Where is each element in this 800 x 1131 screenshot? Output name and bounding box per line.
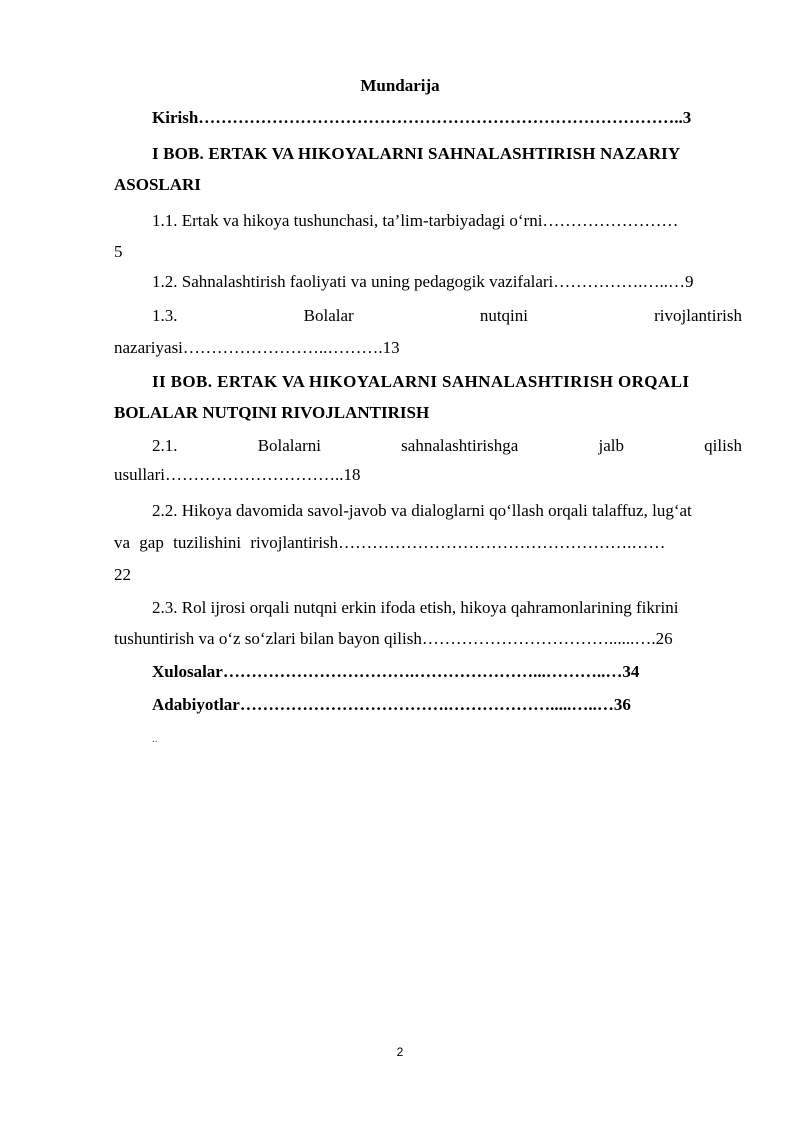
toc-entry-1-3 (152, 306, 742, 326)
toc-entry-1-3-word: rivojlantirish (654, 306, 742, 325)
toc-entry-xulosalar: Xulosalar…………………………….…………………...………..…34 (152, 662, 640, 681)
toc-entry-adabiyotlar: Adabiyotlar……………………………….……………….....…..…36 (152, 695, 631, 714)
toc-entry-1-2: 1.2. Sahnalashtirish faoliyati va uning pedagogik vazifalari…………….…..…9 (152, 272, 694, 291)
toc-chapter-1-heading: I BOB. ERTAK VA HIKOYALARNI SAHNALASHTIRISH NAZARIY (152, 144, 681, 163)
toc-entry-2-1-word: qilish (704, 436, 742, 455)
toc-chapter-1-heading-cont: ASOSLARI (114, 175, 201, 194)
toc-entry-1-1: 1.1. Ertak va hikoya tushunchasi, ta’lim-tarbiyadagi o‘rni…………………… (152, 211, 679, 230)
toc-entry-1-3-word: Bolalar (303, 306, 354, 325)
toc-entry-2-1-word: sahnalashtirishga (401, 436, 519, 455)
toc-entry-2-3: 2.3. Rol ijrosi orqali nutqni erkin ifoda etish, hikoya qahramonlarining fikrini (152, 598, 679, 617)
toc-chapter-2-heading-cont: BOLALAR NUTQINI RIVOJLANTIRISH (114, 403, 430, 422)
page-title: Mundarija (360, 76, 440, 95)
toc-entry-1-1-page: 5 (114, 242, 123, 261)
toc-entry-2-1-word: jalb (598, 436, 624, 455)
stray-mark: .. (152, 733, 158, 745)
page-number: 2 (396, 1045, 404, 1059)
toc-entry-1-3-word: 1.3. (152, 306, 178, 325)
toc-entry-1-3-word: nutqini (479, 306, 528, 325)
toc-entry-2-2-page: 22 (114, 565, 131, 584)
toc-entry-2-1-word: 2.1. (152, 436, 178, 455)
toc-entry-2-2: 2.2. Hikoya davomida savol-javob va dialoglarni qo‘llash orqali talaffuz, lug‘at (152, 501, 692, 520)
toc-entry-2-1-word: Bolalarni (257, 436, 321, 455)
toc-entry-kirish: Kirish…………………………………………………………………………..3 (152, 108, 692, 127)
toc-entry-1-3-cont: nazariyasi……………………..……….13 (114, 338, 400, 357)
toc-entry-2-3-cont: tushuntirish va o‘z so‘zlari bilan bayon qilish……………………………......….26 (114, 629, 673, 648)
toc-entry-2-2-cont: va gap tuzilishini rivojlantirish…………………………………………….…… (114, 533, 666, 552)
toc-chapter-2-heading: II BOB. ERTAK VA HIKOYALARNI SAHNALASHTIRISH ORQALI (152, 372, 690, 391)
toc-entry-2-1 (152, 436, 742, 456)
toc-entry-2-1-cont: usullari…………………………..18 (114, 465, 361, 484)
